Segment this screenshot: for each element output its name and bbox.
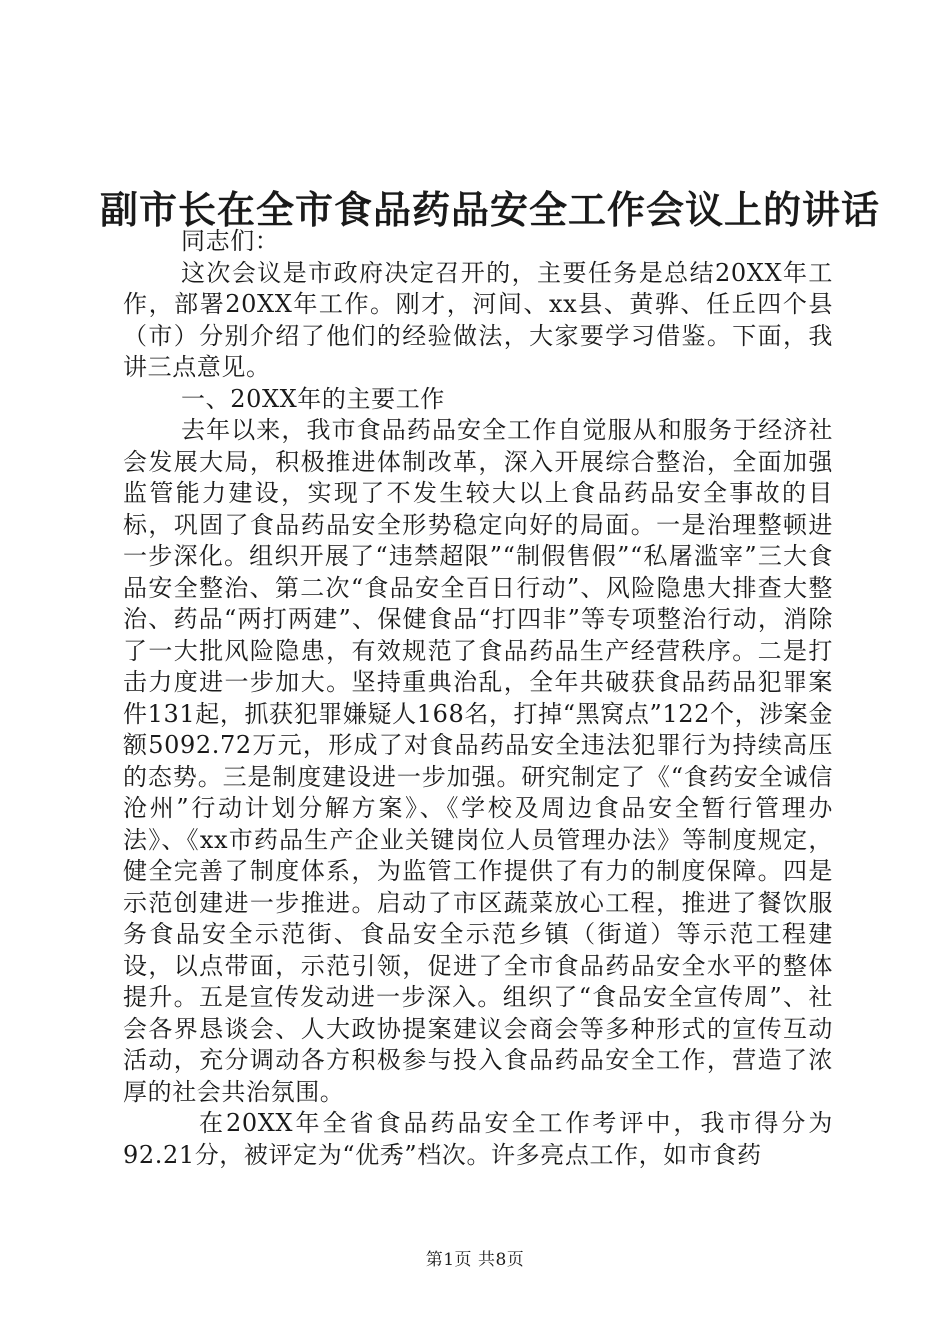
body-paragraph: 去年以来，我市食品药品安全工作自觉服从和服务于经济社会发展大局，积极推进体制改革，深入开展综合整治，全面加强监管能力建设，实现了不发生较大以上食品药品安全事故的目标，巩固了食品药品安全形势稳定向好的局面。一是治理整顿进一步深化。组织开展了“违禁超限”“制假售假”“私屠滥宰”三大食品安全整治、第二次“食品安全百日行动”、风险隐患大排查大整治、药品“两打两建”、保健食品“打四非”等专项整治行动，消除了一大批风险隐患，有效规范了食品药品生产经营秩序。二是打击力度进一步加大。坚持重典治乱，全年共破获食品药品犯罪案件131起，抓获犯罪嫌疑人168名，打掉“黑窝点”122个，涉案金额5092.72万元，形成了对食品药品安全违法犯罪行为持续高压的态势。三是制度建设进一步加强。研究制定了《“食药安全诚信沧州”行动计划分解方案》、《学校及周边食品安全暂行管理办法》、《xx市药品生产企业关键岗位人员管理办法》等制度规定，健全完善了制度体系，为监管工作提供了有力的制度保障。四是示范创建进一步推进。启动了市区蔬菜放心工程，推进了餐饮服务食品安全示范街、食品安全示范乡镇（街道）等示范工程建设，以点带面，示范引领，促进了全市食品药品安全水平的整体提升。五是宣传发动进一步深入。组织了“食品安全宣传周”、社会各界恳谈会、人大政协提案建议会商会等多种形式的宣传互动活动，充分调动各方积极参与投入食品药品安全工作，营造了浓厚的社会共治氛围。 — [123, 416, 833, 1106]
document-body — [123, 226, 833, 1171]
page-footer: 第1页 共8页 — [425, 1250, 525, 1270]
document-title: 副市长在全市食品药品安全工作会议上的讲话 — [100, 187, 881, 233]
body-paragraph: 在20XX年全省食品药品安全工作考评中，我市得分为92.21分，被评定为“优秀”档次。许多亮点工作，如市食药 — [123, 1109, 833, 1169]
section-heading: 一、20XX年的主要工作 — [181, 384, 445, 413]
salutation-paragraph: 同志们： — [181, 227, 280, 255]
intro-paragraph: 这次会议是市政府决定召开的，主要任务是总结20XX年工作，部署20XX年工作。刚才，河间、xx县、黄骅、任丘四个县（市）分别介绍了他们的经验做法，大家要学习借鉴。下面，我讲三点意见。 — [123, 258, 833, 381]
